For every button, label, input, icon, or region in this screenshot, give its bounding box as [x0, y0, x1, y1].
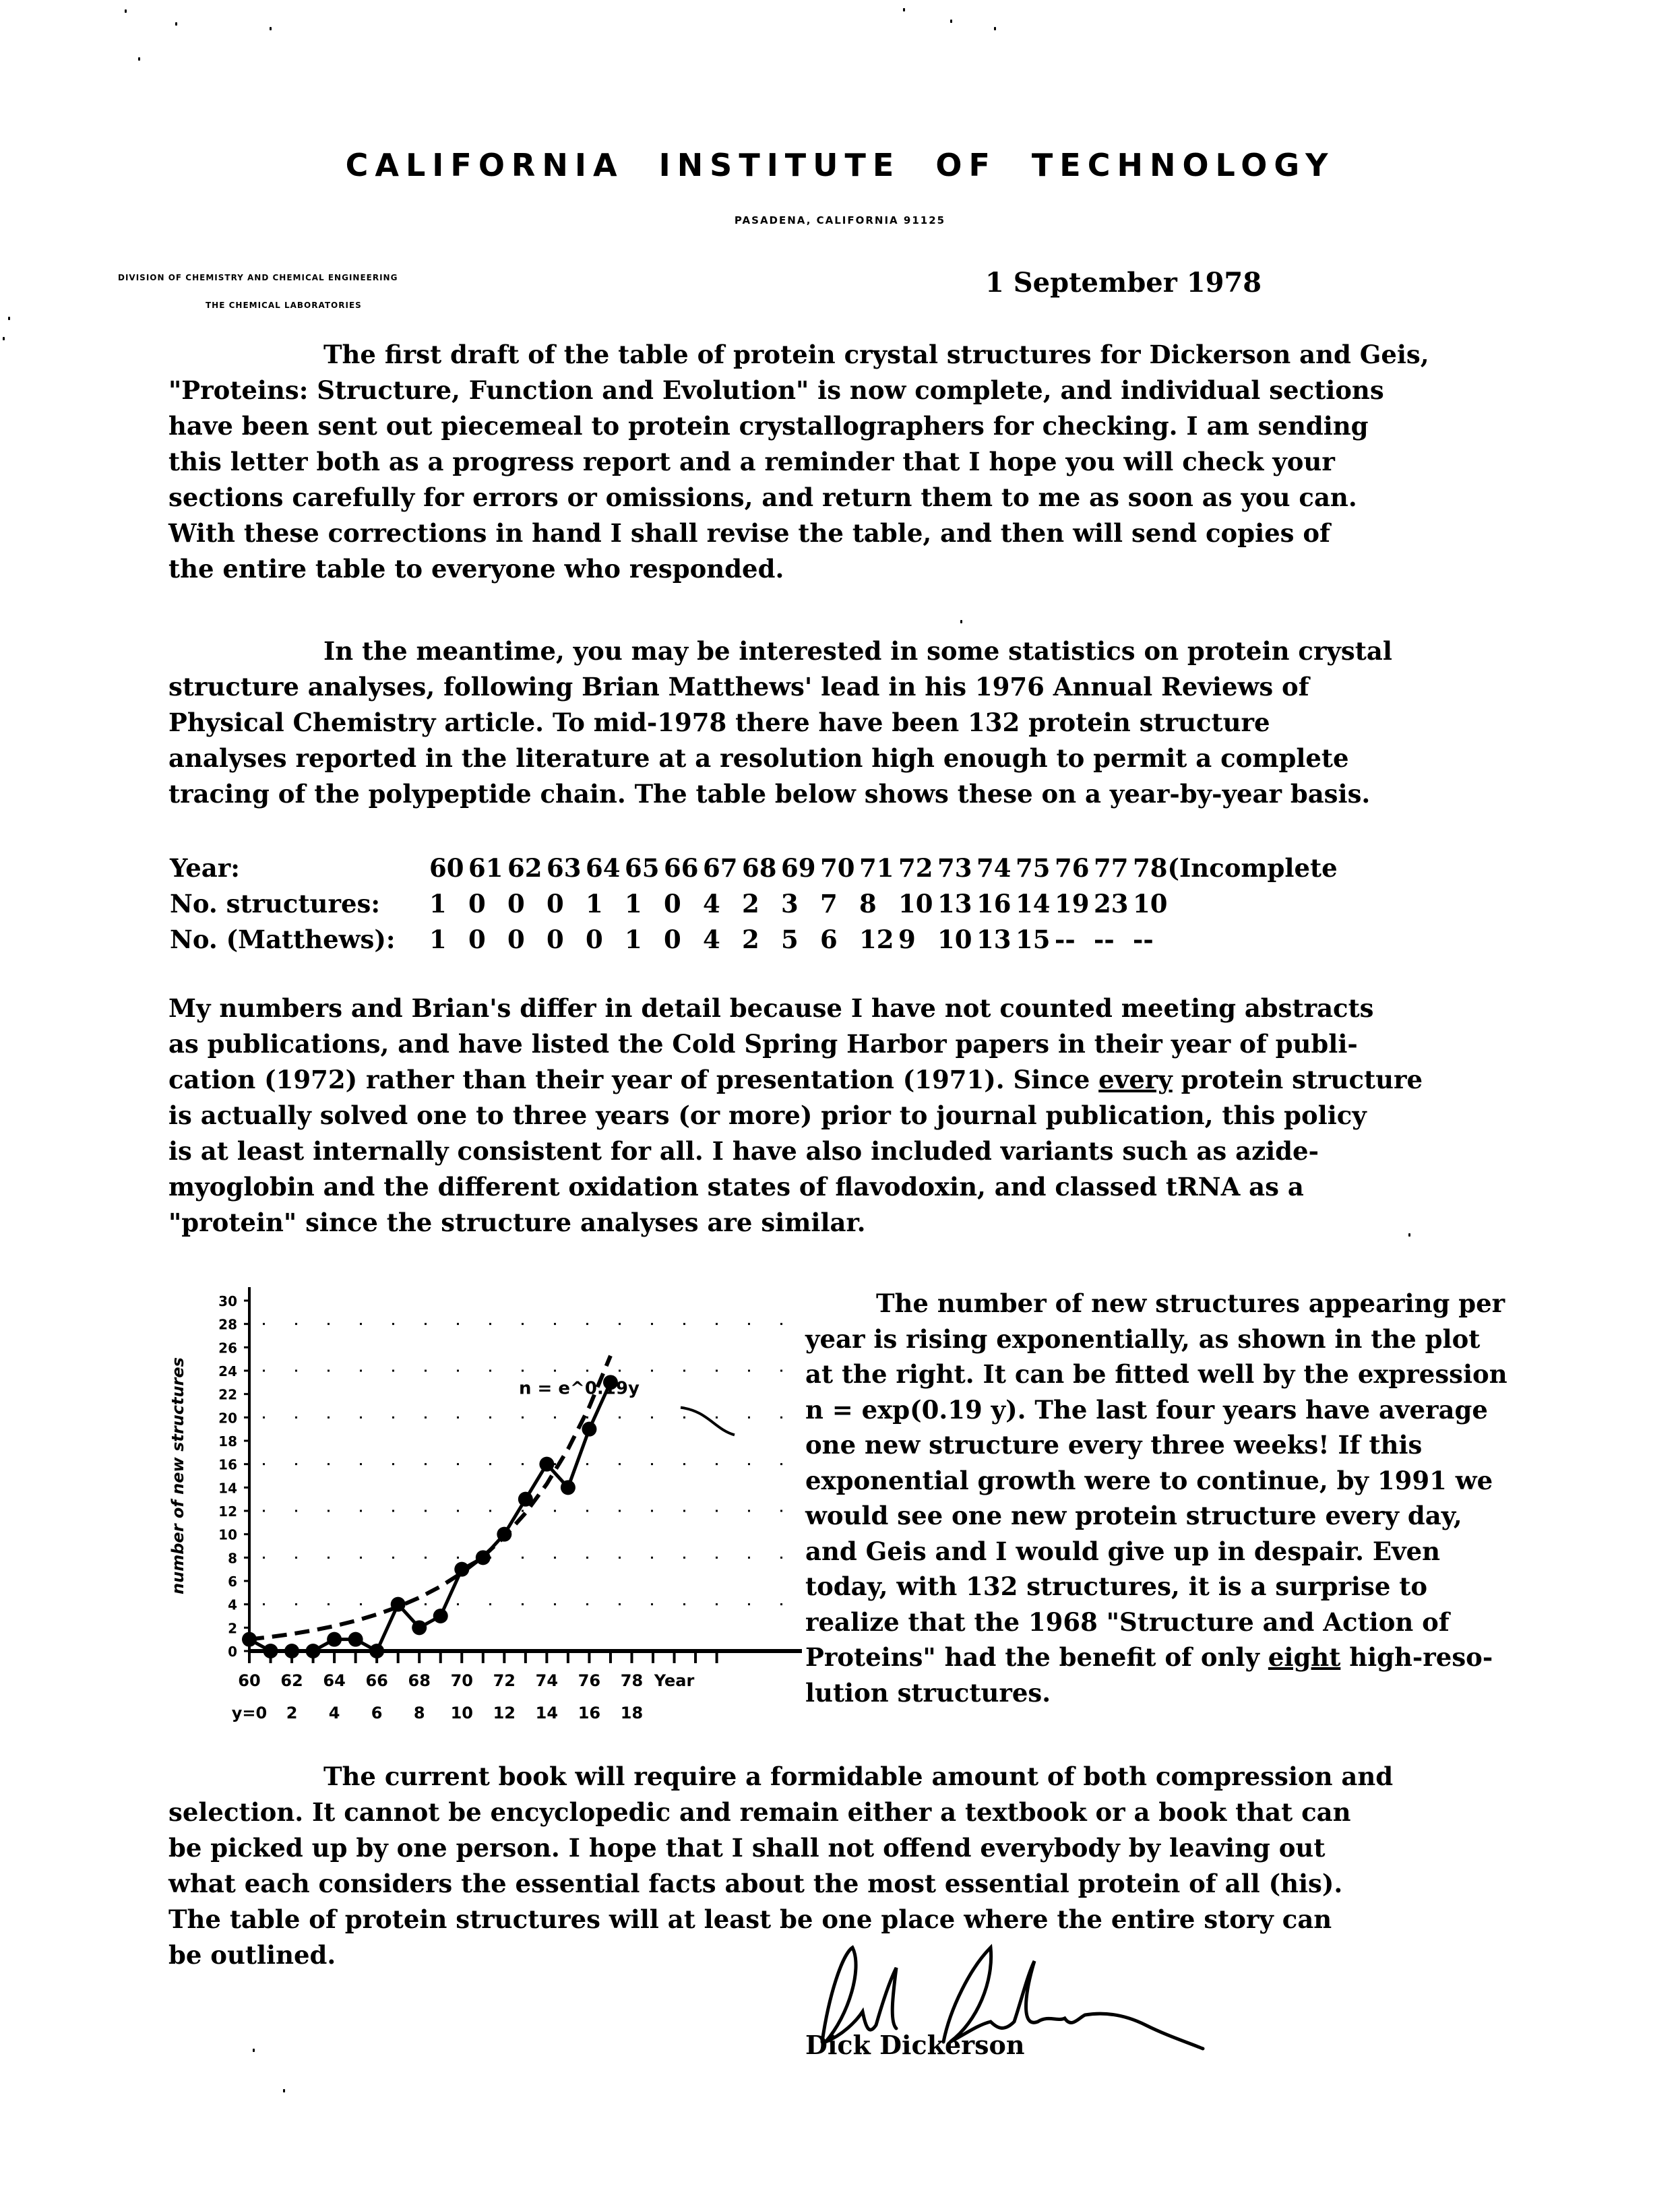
- text-line: at the right. It can be fitted well by the expression: [805, 1359, 1507, 1389]
- table-row-structures: [170, 886, 1338, 922]
- scan-speck: [175, 22, 177, 26]
- text-fragment: protein structure: [1172, 1065, 1423, 1094]
- table-cell: --: [1094, 925, 1115, 954]
- text-line: In the meantime, you may be interested in some statistics on protein crystal: [323, 636, 1392, 666]
- signer-name: Dick Dickerson: [805, 2030, 1025, 2060]
- text-line: "protein" since the structure analyses are similar.: [168, 1208, 866, 1237]
- text-line: structure analyses, following Brian Matthews' lead in his 1976 Annual Reviews of: [168, 672, 1309, 702]
- text-line: exponential growth were to continue, by 1991 we: [805, 1465, 1493, 1495]
- letterhead-laboratories: THE CHEMICAL LABORATORIES: [206, 301, 362, 310]
- table-cell: 2: [742, 925, 759, 954]
- paragraph-4-side: [805, 1286, 1624, 1710]
- text-line: My numbers and Brian's differ in detail because I have not counted meeting abstracts: [168, 993, 1374, 1023]
- table-cell: 76: [1055, 853, 1090, 883]
- table-cell: 77: [1094, 853, 1129, 883]
- table-cell: 62: [507, 853, 542, 883]
- data-point: [242, 1632, 257, 1647]
- scan-speck: [903, 8, 905, 11]
- text-line: sections carefully for errors or omissions, and return them to me as soon as you can.: [168, 483, 1357, 512]
- text-line: [168, 1062, 1617, 1098]
- scan-speck: [125, 9, 127, 13]
- table-cell: 12: [859, 925, 894, 954]
- text-fragment: Proteins" had the benefit of only: [805, 1642, 1268, 1672]
- x-tick-label: 64: [323, 1671, 346, 1690]
- structures-table: [170, 850, 1338, 958]
- table-cell: 63: [547, 853, 582, 883]
- table-cell: 7: [820, 889, 838, 919]
- scan-speck: [138, 57, 140, 61]
- y-tick-label: 8: [228, 1550, 237, 1567]
- text-line: would see one new protein structure every day,: [805, 1501, 1462, 1530]
- text-line: be outlined.: [168, 1940, 336, 1970]
- data-point: [497, 1527, 511, 1542]
- y-index-label: 12: [493, 1704, 516, 1722]
- text-line: [805, 1640, 1624, 1675]
- data-point: [306, 1644, 321, 1658]
- text-line: be picked up by one person. I hope that I shall not offend everybody by leaving out: [168, 1833, 1326, 1863]
- data-point: [327, 1632, 342, 1647]
- data-point: [263, 1644, 278, 1658]
- text-line: as publications, and have listed the Cold Spring Harbor papers in their year of publi-: [168, 1029, 1358, 1059]
- y-index-label: 16: [578, 1704, 601, 1722]
- text-fragment: cation (1972) rather than their year of presentation (1971). Since: [168, 1065, 1099, 1094]
- structures-per-year-chart: [155, 1280, 802, 1739]
- data-point: [561, 1480, 575, 1495]
- text-line: one new structure every three weeks! If this: [805, 1430, 1423, 1460]
- y-index-label: 6: [371, 1704, 383, 1722]
- letter-date: 1 September 1978: [985, 267, 1262, 299]
- table-cell: --: [1133, 925, 1154, 954]
- text-line: With these corrections in hand I shall revise the table, and then will send copies of: [168, 518, 1330, 548]
- text-line: "Proteins: Structure, Function and Evolution" is now complete, and individual sections: [168, 375, 1384, 405]
- table-cell: 1: [625, 889, 642, 919]
- x-tick-label: 72: [493, 1671, 516, 1690]
- table-cell: 68: [742, 853, 777, 883]
- table-cell: 64: [586, 853, 621, 883]
- table-cell: 70: [820, 853, 855, 883]
- text-line: this letter both as a progress report and a reminder that I hope you will check your: [168, 447, 1335, 476]
- data-point: [412, 1620, 427, 1635]
- text-line: The table of protein structures will at least be one place where the entire story can: [168, 1904, 1332, 1934]
- y-tick-label: 12: [218, 1503, 237, 1520]
- underlined-word: eight: [1268, 1642, 1341, 1672]
- text-line: and Geis and I would give up in despair. Even: [805, 1536, 1441, 1566]
- text-line: realize that the 1968 "Structure and Action of: [805, 1607, 1450, 1637]
- text-line: is at least internally consistent for all. I have also included variants such as azide-: [168, 1136, 1319, 1166]
- text-line: selection. It cannot be encyclopedic and remain either a textbook or a book that can: [168, 1797, 1351, 1827]
- scan-speck: [994, 27, 996, 30]
- y-index-label: y=0: [231, 1704, 268, 1722]
- handwritten-signature: [788, 1941, 1206, 2096]
- scan-speck: [270, 27, 272, 30]
- table-cell: 13: [937, 889, 972, 919]
- y-tick-label: 18: [218, 1433, 237, 1450]
- table-cell: 4: [703, 889, 720, 919]
- table-row-matthews: [170, 922, 1338, 958]
- text-line: n = exp(0.19 y). The last four years have average: [805, 1394, 1488, 1425]
- annotation-leader: [681, 1408, 735, 1435]
- x-tick-label: 66: [365, 1671, 388, 1690]
- scan-speck: [253, 2049, 255, 2052]
- table-cell: 10: [1133, 889, 1168, 919]
- paragraph-2: [168, 633, 1617, 812]
- table-cell: 0: [507, 889, 525, 919]
- table-cell: --: [1055, 925, 1076, 954]
- data-point: [433, 1609, 448, 1623]
- table-cell: 69: [781, 853, 816, 883]
- table-cell: 0: [468, 889, 486, 919]
- text-line: the entire table to everyone who responded.: [168, 554, 784, 584]
- y-index-label: 8: [413, 1704, 425, 1722]
- data-point: [284, 1644, 299, 1658]
- table-cell: 14: [1016, 889, 1051, 919]
- text-line: The current book will require a formidable amount of both compression and: [323, 1762, 1394, 1791]
- table-cell: 1: [429, 925, 447, 954]
- y-axis-label: number of new structures: [168, 1357, 187, 1594]
- x-tick-label: Year: [654, 1671, 695, 1690]
- table-cell: 0: [664, 925, 681, 954]
- y-tick-label: 14: [218, 1480, 237, 1497]
- table-cell: 1: [625, 925, 642, 954]
- table-cell: 72: [898, 853, 933, 883]
- row-label: No. structures:: [170, 889, 380, 919]
- text-line: Physical Chemistry article. To mid-1978 there have been 132 protein structure: [168, 708, 1270, 737]
- table-cell: 6: [820, 925, 838, 954]
- text-line: is actually solved one to three years (or more) prior to journal publication, this policy: [168, 1100, 1367, 1130]
- y-index-label: 10: [450, 1704, 473, 1722]
- table-cell: 1: [586, 889, 603, 919]
- y-tick-label: 10: [218, 1526, 237, 1543]
- table-cell: 78(Incomplete: [1133, 853, 1338, 883]
- row-label: No. (Matthews):: [170, 925, 396, 954]
- scan-speck: [960, 620, 962, 623]
- table-cell: 60: [429, 853, 464, 883]
- table-cell: 65: [625, 853, 660, 883]
- text-line: The number of new structures appearing per: [876, 1288, 1505, 1318]
- text-fragment: high-reso-: [1340, 1642, 1493, 1672]
- table-cell: 0: [586, 925, 603, 954]
- paragraph-1: [168, 337, 1617, 587]
- paragraph-3: [168, 991, 1617, 1241]
- letterhead-city: PASADENA, CALIFORNIA 91125: [734, 214, 946, 226]
- data-point: [582, 1422, 596, 1437]
- scan-speck: [3, 337, 5, 340]
- y-tick-label: 22: [218, 1386, 237, 1403]
- data-point: [391, 1597, 406, 1612]
- table-cell: 0: [664, 889, 681, 919]
- table-cell: 8: [859, 889, 877, 919]
- x-tick-label: 62: [280, 1671, 303, 1690]
- table-cell: 5: [781, 925, 799, 954]
- data-point: [539, 1457, 554, 1472]
- y-tick-label: 16: [218, 1456, 237, 1473]
- table-cell: 13: [976, 925, 1012, 954]
- scan-speck: [950, 20, 952, 23]
- y-tick-label: 28: [218, 1316, 237, 1333]
- data-point: [369, 1644, 384, 1658]
- table-cell: 4: [703, 925, 720, 954]
- text-line: what each considers the essential facts about the most essential protein of all (his).: [168, 1869, 1343, 1898]
- table-cell: 0: [547, 889, 564, 919]
- x-tick-label: 76: [578, 1671, 601, 1690]
- table-cell: 71: [859, 853, 894, 883]
- table-cell: 75: [1016, 853, 1051, 883]
- table-cell: 9: [898, 925, 916, 954]
- text-line: today, with 132 structures, it is a surprise to: [805, 1572, 1428, 1601]
- data-point: [476, 1550, 491, 1565]
- scan-speck: [8, 317, 10, 320]
- text-line: analyses reported in the literature at a resolution high enough to permit a complete: [168, 743, 1349, 773]
- table-cell: 19: [1055, 889, 1090, 919]
- letterhead-institution: CALIFORNIA INSTITUTE OF TECHNOLOGY: [345, 147, 1335, 183]
- y-tick-label: 26: [218, 1340, 237, 1357]
- underlined-word: every: [1098, 1065, 1173, 1094]
- y-index-label: 2: [286, 1704, 298, 1722]
- table-cell: 67: [703, 853, 738, 883]
- x-tick-label: 78: [620, 1671, 644, 1690]
- data-point: [348, 1632, 363, 1647]
- table-cell: 10: [937, 925, 972, 954]
- table-cell: 1: [429, 889, 447, 919]
- y-tick-label: 4: [228, 1596, 237, 1613]
- table-cell: 3: [781, 889, 799, 919]
- table-cell: 10: [898, 889, 933, 919]
- y-tick-label: 0: [228, 1644, 237, 1660]
- y-tick-label: 2: [228, 1620, 237, 1637]
- y-tick-label: 20: [218, 1410, 237, 1427]
- table-cell: 2: [742, 889, 759, 919]
- data-point: [454, 1562, 469, 1577]
- text-line: The first draft of the table of protein crystal structures for Dickerson and Geis,: [323, 340, 1429, 369]
- row-label: Year:: [170, 853, 240, 883]
- y-tick-label: 24: [218, 1363, 237, 1379]
- data-point: [518, 1492, 533, 1507]
- table-cell: 61: [468, 853, 503, 883]
- fit-annotation: n = e^0.19y: [519, 1378, 640, 1399]
- y-tick-label: 6: [228, 1574, 237, 1590]
- table-cell: 16: [976, 889, 1012, 919]
- text-line: tracing of the polypeptide chain. The table below shows these on a year-by-year basis.: [168, 779, 1371, 809]
- x-tick-label: 74: [535, 1671, 559, 1690]
- table-cell: 0: [547, 925, 564, 954]
- table-cell: 23: [1094, 889, 1129, 919]
- x-tick-label: 68: [408, 1671, 431, 1690]
- table-cell: 0: [507, 925, 525, 954]
- text-line: have been sent out piecemeal to protein crystallographers for checking. I am sending: [168, 411, 1369, 441]
- table-cell: 74: [976, 853, 1012, 883]
- text-line: year is rising exponentially, as shown in the plot: [805, 1324, 1481, 1354]
- x-tick-label: 70: [450, 1671, 473, 1690]
- y-tick-label: 30: [218, 1293, 237, 1309]
- table-row-year: [170, 850, 1338, 886]
- text-line: myoglobin and the different oxidation states of flavodoxin, and classed tRNA as a: [168, 1172, 1304, 1202]
- table-cell: 73: [937, 853, 972, 883]
- table-cell: 0: [468, 925, 486, 954]
- table-cell: 66: [664, 853, 699, 883]
- data-line: [249, 1382, 611, 1651]
- chart-plot-area: [168, 1287, 802, 1722]
- scan-speck: [283, 2089, 285, 2092]
- y-index-label: 4: [328, 1704, 340, 1722]
- y-index-label: 18: [620, 1704, 644, 1722]
- table-cell: 15: [1016, 925, 1051, 954]
- text-line: lution structures.: [805, 1677, 1051, 1708]
- y-index-label: 14: [535, 1704, 559, 1722]
- x-tick-label: 60: [238, 1671, 261, 1690]
- letterhead-division: DIVISION OF CHEMISTRY AND CHEMICAL ENGINEERING: [118, 273, 398, 282]
